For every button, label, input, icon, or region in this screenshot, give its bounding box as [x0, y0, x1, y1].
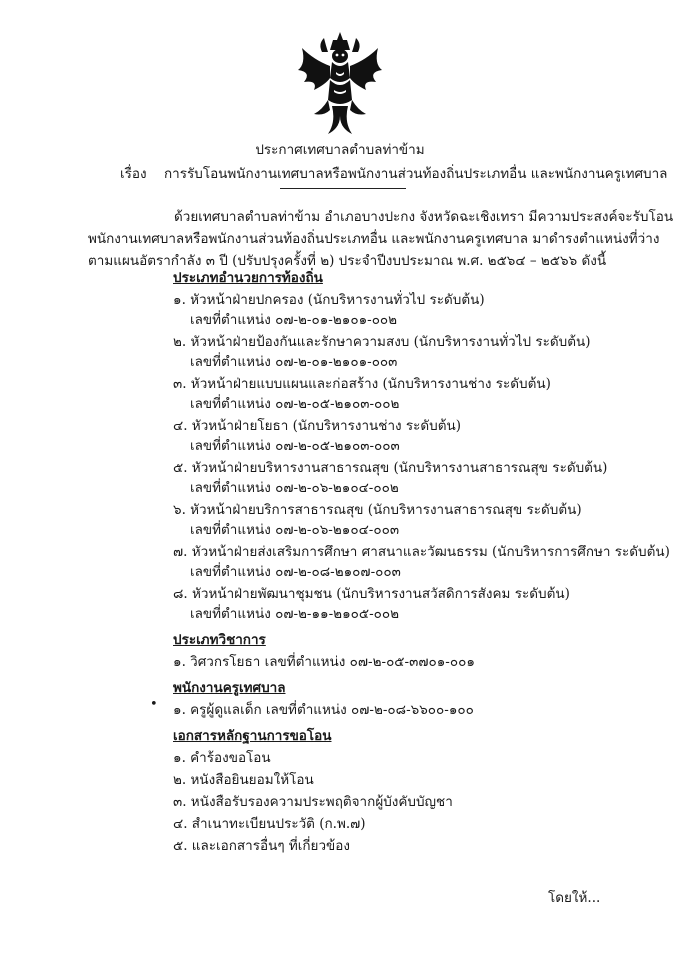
margin-dot: • — [150, 697, 158, 712]
document-item: ๑. คำร้องขอโอน — [173, 750, 271, 766]
position-code: เลขที่ตำแหน่ง ๐๗-๒-๐๖-๒๑๐๔-๐๐๓ — [190, 522, 400, 538]
position-code: เลขที่ตำแหน่ง ๐๗-๒-๐๖-๒๑๐๔-๐๐๒ — [190, 480, 399, 496]
position-title: ๗. หัวหน้าฝ่ายส่งเสริมการศึกษา ศาสนาและวัฒนธรรม (นักบริหารการศึกษา ระดับต้น) — [173, 544, 670, 560]
section-heading-teacher: พนักงานครูเทศบาล — [173, 680, 286, 696]
position-title: ๒. หัวหน้าฝ่ายป้องกันและรักษาความสงบ (นักบริหารงานทั่วไป ระดับต้น) — [173, 334, 591, 350]
document-item: ๓. หนังสือรับรองความประพฤติจากผู้บังคับบัญชา — [173, 794, 453, 810]
continued-note: โดยให้... — [548, 890, 601, 906]
garuda-emblem-icon — [292, 30, 388, 138]
academic-position: ๑. วิศวกรโยธา เลขที่ตำแหน่ง ๐๗-๒-๐๕-๓๗๐๑-๐๐๑ — [173, 654, 475, 670]
position-code: เลขที่ตำแหน่ง ๐๗-๒-๐๕-๒๑๐๓-๐๐๒ — [190, 396, 400, 412]
position-title: ๕. หัวหน้าฝ่ายบริหารงานสาธารณสุข (นักบริหารงานสาธารณสุข ระดับต้น) — [173, 460, 608, 476]
position-title: ๘. หัวหน้าฝ่ายพัฒนาชุมชน (นักบริหารงานสวัสดิการสังคม ระดับต้น) — [173, 586, 570, 602]
position-code: เลขที่ตำแหน่ง ๐๗-๒-๐๕-๒๑๐๓-๐๐๓ — [190, 438, 400, 454]
document-item: ๕. และเอกสารอื่นๆ ที่เกี่ยวข้อง — [173, 838, 350, 854]
position-code: เลขที่ตำแหน่ง ๐๗-๒-๐๘-๒๑๐๗-๐๐๓ — [190, 564, 401, 580]
title-divider — [280, 188, 406, 189]
subject-label: เรื่อง — [120, 166, 147, 182]
position-code: เลขที่ตำแหน่ง ๐๗-๒-๐๑-๒๑๐๑-๐๐๒ — [190, 312, 398, 328]
position-title: ๔. หัวหน้าฝ่ายโยธา (นักบริหารงานช่าง ระดับต้น) — [173, 418, 462, 434]
document-item: ๒. หนังสือยินยอมให้โอน — [173, 772, 314, 788]
subject-line — [120, 162, 667, 184]
intro-line: พนักงานเทศบาลหรือพนักงานส่วนท้องถิ่นประเภทอื่น และพนักงานครูเทศบาล มาดำรงตำแหน่งที่ว่าง — [88, 231, 660, 247]
section-heading-academic: ประเภทวิชาการ — [173, 632, 266, 648]
position-title: ๓. หัวหน้าฝ่ายแบบแผนและก่อสร้าง (นักบริหารงานช่าง ระดับต้น) — [173, 376, 551, 392]
position-code: เลขที่ตำแหน่ง ๐๗-๒-๑๑-๒๑๐๕-๐๐๒ — [190, 606, 400, 622]
position-title: ๖. หัวหน้าฝ่ายบริการสาธารณสุข (นักบริหารงานสาธารณสุข ระดับต้น) — [173, 502, 582, 518]
announcement-title: ประกาศเทศบาลตำบลท่าข้าม — [255, 142, 425, 158]
section-heading-documents: เอกสารหลักฐานการขอโอน — [173, 728, 332, 744]
position-title: ๑. หัวหน้าฝ่ายปกครอง (นักบริหารงานทั่วไป ระดับต้น) — [173, 292, 485, 308]
intro-line: ตามแผนอัตรากำลัง ๓ ปี (ปรับปรุงครั้งที่ ๒) ประจำปีงบประมาณ พ.ศ. ๒๕๖๔ – ๒๕๖๖ ดังนี้ — [88, 253, 607, 269]
subject-text: การรับโอนพนักงานเทศบาลหรือพนักงานส่วนท้องถิ่นประเภทอื่น และพนักงานครูเทศบาล — [164, 166, 668, 182]
intro-paragraph — [88, 206, 674, 272]
section-heading-local-admin: ประเภทอำนวยการท้องถิ่น — [173, 270, 323, 286]
teacher-position: ๑. ครูผู้ดูแลเด็ก เลขที่ตำแหน่ง ๐๗-๒-๐๘-๖๖๐๐-๑๐๐ — [173, 702, 474, 718]
intro-line: ด้วยเทศบาลตำบลท่าข้าม อำเภอบางปะกง จังหวัดฉะเชิงเทรา มีความประสงค์จะรับโอน — [174, 209, 674, 225]
document-item: ๔. สำเนาทะเบียนประวัติ (ก.พ.๗) — [173, 816, 366, 832]
position-code: เลขที่ตำแหน่ง ๐๗-๒-๐๑-๒๑๐๑-๐๐๓ — [190, 354, 398, 370]
